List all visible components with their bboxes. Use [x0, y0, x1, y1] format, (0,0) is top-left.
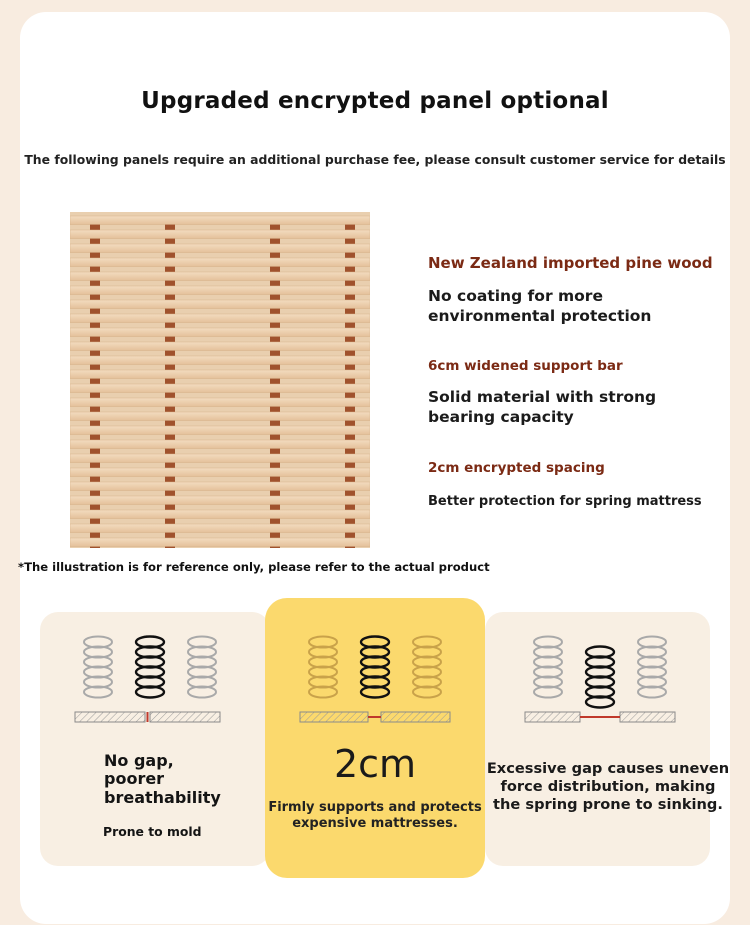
excessive-gap-caption: Excessive gap causes uneven force distribution, making the spring prone to sinking. — [486, 760, 730, 813]
no-gap-note: Prone to mold — [103, 824, 202, 839]
slatted-bed-panel-image — [70, 212, 370, 548]
feature-body-spacing: Better protection for spring mattress — [428, 494, 702, 509]
feature-heading-pine-wood: New Zealand imported pine wood — [428, 254, 713, 272]
optimal-gap-spring-diagram — [295, 632, 455, 728]
feature-heading-support-bar: 6cm widened support bar — [428, 358, 623, 374]
no-gap-title: No gap, poorer breathability — [104, 751, 221, 807]
optimal-gap-value: 2cm — [333, 742, 417, 786]
no-gap-spring-diagram — [70, 632, 230, 728]
excessive-gap-spring-diagram — [520, 632, 680, 728]
optimal-gap-caption: Firmly supports and protects expensive mattresses. — [268, 800, 482, 832]
disclaimer-note: *The illustration is for reference only, please refer to the actual product — [18, 560, 490, 574]
page-title: Upgraded encrypted panel optional — [141, 88, 609, 114]
feature-heading-spacing: 2cm encrypted spacing — [428, 460, 605, 476]
page-subtitle: The following panels require an additional purchase fee, please consult customer service for details — [24, 152, 726, 167]
feature-body-support-bar: Solid material with strong bearing capacity — [428, 388, 657, 427]
feature-body-pine-wood: No coating for more environmental protection — [428, 287, 652, 326]
